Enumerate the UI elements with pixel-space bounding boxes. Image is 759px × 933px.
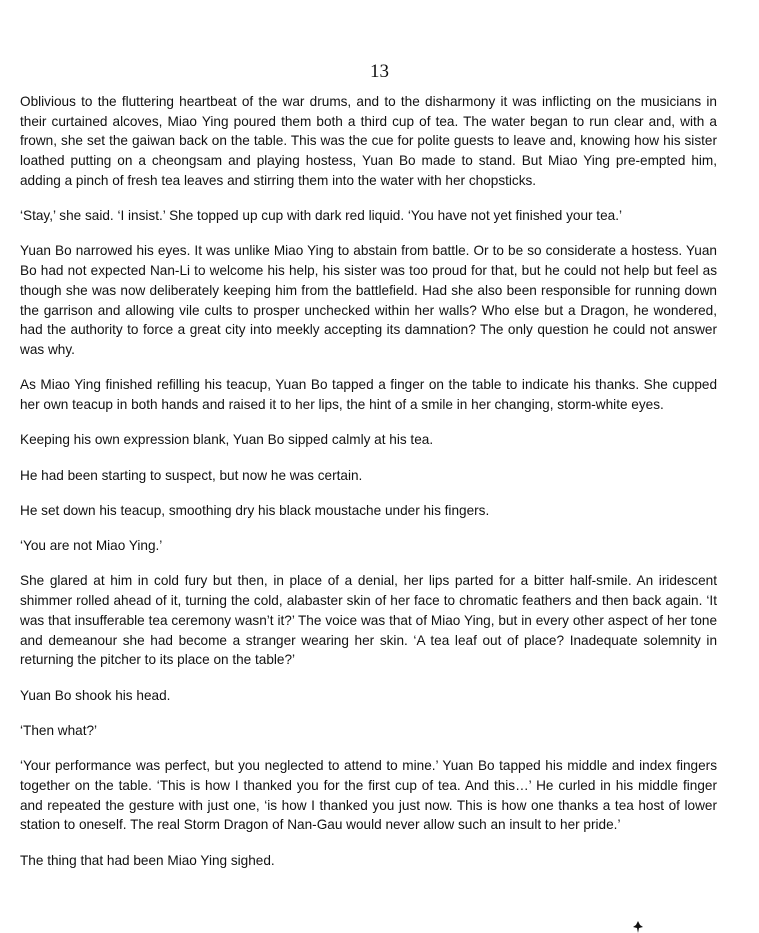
paragraph: Yuan Bo shook his head. <box>20 687 171 703</box>
paragraph: ‘Then what?’ <box>20 722 98 738</box>
paragraph: Keeping his own expression blank, Yuan Bo sipped calmly at his tea. <box>20 432 434 448</box>
page-number: 13 <box>370 61 389 82</box>
paragraph: Oblivious to the fluttering heartbeat of the war drums, and to the disharmony it was inflicting on the musicians in their curtained alcoves, Miao Ying poured them both a third cup of tea. The water began to run clear and, with a frown, she set the gaiwan back on the table. This was the cue for polite guests to leave and, knowing how his sister loathed putting on a cheongsam and playing hostess, Yuan Bo made to stand. But Miao Ying pre-empted him, adding a pinch of fresh tea leaves and stirring them into the water with her chopsticks. <box>20 94 717 188</box>
paragraph: The thing that had been Miao Ying sighed. <box>20 852 275 868</box>
scene-break-ornament-icon <box>633 921 643 933</box>
paragraph: He had been starting to suspect, but now he was certain. <box>20 467 363 483</box>
paragraph: He set down his teacup, smoothing dry his black moustache under his fingers. <box>20 502 490 518</box>
paragraph: As Miao Ying finished refilling his teacup, Yuan Bo tapped a finger on the table to indicate his thanks. She cupped her own teacup in both hands and raised it to her lips, the hint of a smile in her changing, storm-white eyes. <box>20 377 717 412</box>
paragraph: Yuan Bo narrowed his eyes. It was unlike Miao Ying to abstain from battle. Or to be so considerate a hostess. Yuan Bo had not expected Nan-Li to welcome his help, his sister was too proud for that, but he could not help but feel as though she was now deliberately keeping him from the battlefield. Had she also been responsible for running down the garrison and allowing vile cults to prosper unchecked within her walls? Who else but a Dragon, he wondered, had the authority to force a great city into meekly accepting its damnation? The only question he could not answer was why. <box>20 243 717 357</box>
body-text <box>20 92 717 886</box>
paragraph: ‘You are not Miao Ying.’ <box>20 538 163 554</box>
paragraph: She glared at him in cold fury but then, in place of a denial, her lips parted for a bitter half-smile. An iridescent shimmer rolled ahead of it, turning the cold, alabaster skin of her face to chromatic feathers and then back again. ‘It was that insufferable tea ceremony wasn’t it?’ The voice was that of Miao Ying, but in every other aspect of her tone and demeanour she had become a stranger wearing her skin. ‘A tea leaf out of place? Inadequate solemnity in returning the pitcher to its place on the table?’ <box>20 573 717 668</box>
paragraph: ‘Your performance was perfect, but you neglected to attend to mine.’ Yuan Bo tapped his middle and index fingers together on the table. ‘This is how I thanked you for the first cup of tea. And this…’ He curled in his middle finger and repeated the gesture with just one, ‘is how I thanked you just now. This is how one thanks a tea host of lower station to oneself. The real Storm Dragon of Nan-Gau would never allow such an insult to her pride.’ <box>20 758 717 833</box>
paragraph: ‘Stay,’ she said. ‘I insist.’ She topped up cup with dark red liquid. ‘You have not yet finished your tea.’ <box>20 208 622 224</box>
